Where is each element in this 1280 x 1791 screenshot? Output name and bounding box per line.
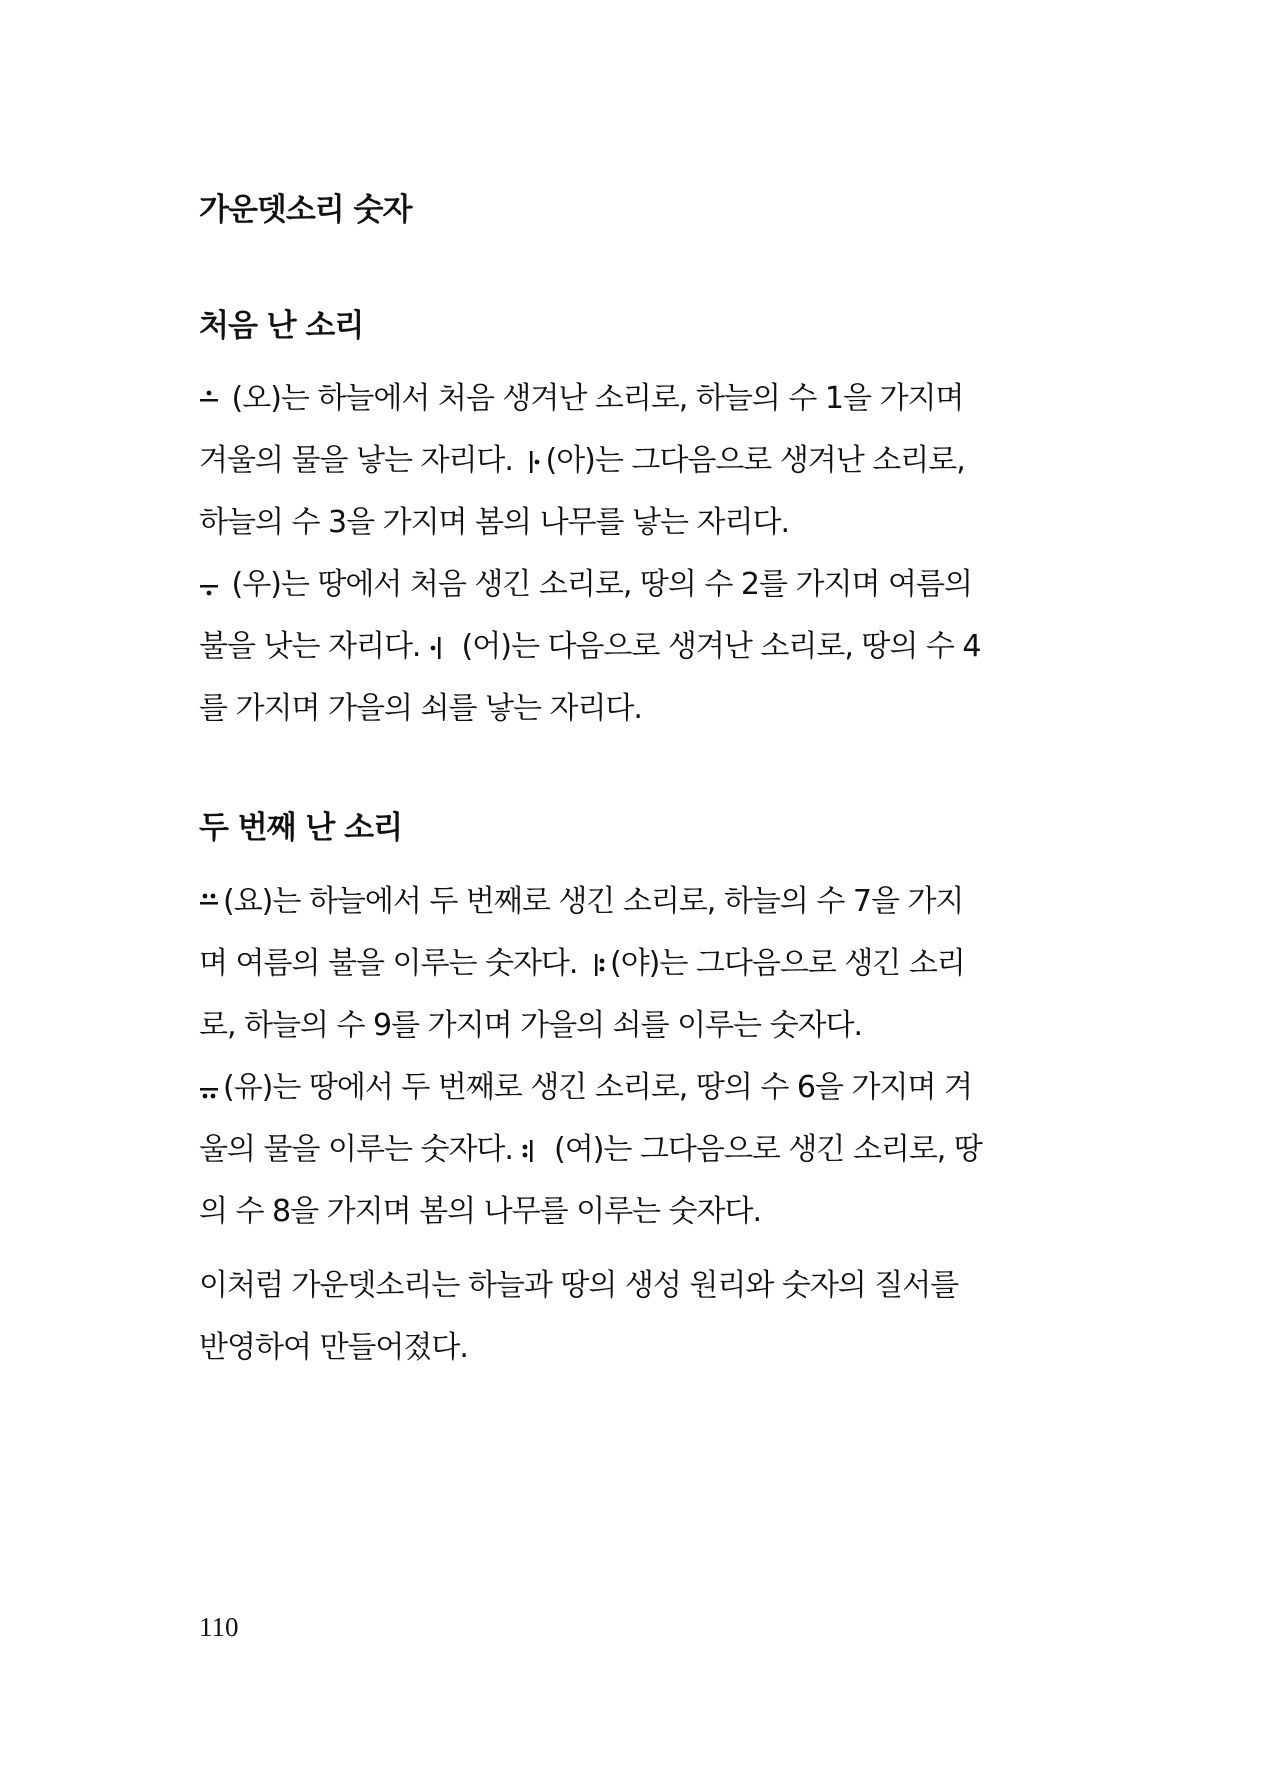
text-line (199, 1057, 1119, 1119)
line-text: 며 여름의 불을 이루는 숫자다. (199, 946, 586, 981)
text-line (199, 933, 1119, 995)
line-text: (유)는 땅에서 두 번째로 생긴 소리로, 땅의 수 6을 가지며 겨 (223, 1070, 972, 1105)
vowel-o-icon (199, 388, 219, 412)
line-text: (아)는 그다음으로 생겨난 소리로, (545, 443, 965, 478)
text-line (199, 871, 1119, 933)
vowel-yeo-icon (521, 1139, 541, 1163)
text-line (199, 678, 1119, 740)
vowel-yo-icon (199, 891, 219, 915)
line-text: (야)는 그다음으로 생긴 소리 (609, 946, 965, 981)
text-line (199, 1255, 1119, 1317)
page-title: 가운뎃소리 숫자 (199, 192, 412, 228)
line-text: (우)는 땅에서 처음 생긴 소리로, 땅의 수 2를 가지며 여름의 (223, 567, 972, 602)
text-line (199, 368, 1119, 430)
section-heading-second-sounds: 두 번째 난 소리 (199, 810, 403, 846)
line-text: 이처럼 가운뎃소리는 하늘과 땅의 생성 원리와 숫자의 질서를 (199, 1268, 959, 1303)
line-text: (어)는 다음으로 생겨난 소리로, 땅의 수 4 (453, 629, 981, 664)
text-line (199, 430, 1119, 492)
paragraph-first-sounds (199, 368, 1119, 740)
vowel-eo-icon (429, 636, 449, 660)
line-text: (여)는 그다음으로 생긴 소리로, 땅 (545, 1132, 982, 1167)
vowel-a-icon (521, 450, 541, 474)
vowel-ya-icon (586, 953, 606, 977)
line-text: (요)는 하늘에서 두 번째로 생긴 소리로, 하늘의 수 7을 가지 (223, 884, 964, 919)
text-line (199, 1317, 1119, 1379)
line-text: 울의 물을 이루는 숫자다. (199, 1132, 522, 1167)
paragraph-second-sounds (199, 871, 1119, 1243)
vowel-u-icon (199, 574, 219, 598)
text-line (199, 554, 1119, 616)
section-heading-first-sounds: 처음 난 소리 (199, 308, 364, 344)
line-text: 로, 하늘의 수 9를 가지며 가을의 쇠를 이루는 숫자다. (199, 1008, 863, 1043)
vowel-yu-icon (199, 1077, 219, 1101)
line-text: 반영하여 만들어졌다. (199, 1330, 468, 1365)
text-line (199, 1119, 1119, 1181)
line-text: 겨울의 물을 낳는 자리다. (199, 443, 522, 478)
line-text: 불을 낫는 자리다. (199, 629, 430, 664)
text-line (199, 616, 1119, 678)
line-text: 하늘의 수 3을 가지며 봄의 나무를 낳는 자리다. (199, 505, 790, 540)
paragraph-conclusion (199, 1255, 1119, 1379)
text-line (199, 995, 1119, 1057)
page-number: 110 (199, 1612, 239, 1642)
text-line (199, 1181, 1119, 1243)
line-text: 의 수 8을 가지며 봄의 나무를 이루는 숫자다. (199, 1194, 762, 1229)
text-line (199, 492, 1119, 554)
line-text: (오)는 하늘에서 처음 생겨난 소리로, 하늘의 수 1을 가지며 (223, 381, 964, 416)
line-text: 를 가지며 가을의 쇠를 낳는 자리다. (199, 691, 642, 726)
